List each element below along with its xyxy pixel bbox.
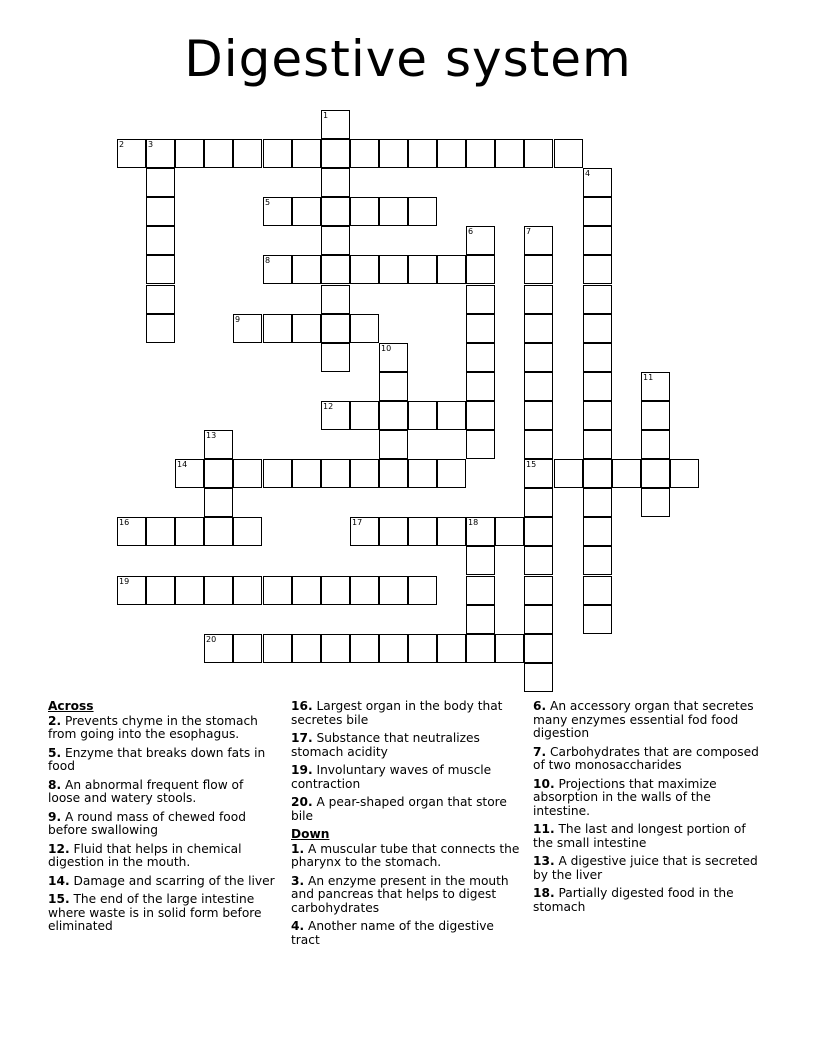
grid-cell[interactable] bbox=[524, 663, 553, 692]
grid-cell[interactable] bbox=[146, 314, 175, 343]
grid-cell[interactable] bbox=[524, 430, 553, 459]
grid-cell[interactable] bbox=[233, 634, 262, 663]
clue-across-5 bbox=[48, 747, 278, 774]
grid-cell[interactable] bbox=[408, 517, 437, 546]
grid-cell[interactable] bbox=[524, 605, 553, 634]
clue-text: Largest organ in the body that secretes bile bbox=[291, 699, 503, 727]
clues-column-2 bbox=[291, 700, 521, 952]
clue-across-15 bbox=[48, 893, 278, 934]
clue-down-3 bbox=[291, 875, 521, 916]
cell-number: 12 bbox=[323, 402, 334, 411]
grid-cell[interactable] bbox=[583, 605, 612, 634]
cell-number: 17 bbox=[352, 518, 363, 527]
grid-cell[interactable] bbox=[350, 139, 379, 168]
grid-cell[interactable] bbox=[321, 634, 350, 663]
grid-cell[interactable] bbox=[466, 576, 495, 605]
clue-down-10 bbox=[533, 778, 768, 819]
grid-cell[interactable] bbox=[524, 517, 553, 546]
cell-number: 14 bbox=[177, 460, 188, 469]
grid-cell[interactable] bbox=[466, 343, 495, 372]
grid-cell[interactable] bbox=[117, 517, 146, 546]
grid-cell[interactable] bbox=[292, 255, 321, 284]
grid-cell[interactable] bbox=[263, 634, 292, 663]
puzzle-title: Digestive system bbox=[184, 30, 632, 88]
grid-cell[interactable] bbox=[583, 343, 612, 372]
clue-number: 11. bbox=[533, 822, 555, 836]
across-heading: Across bbox=[48, 699, 94, 713]
grid-cell[interactable] bbox=[204, 488, 233, 517]
grid-cell[interactable] bbox=[641, 430, 670, 459]
grid-cell[interactable] bbox=[495, 139, 524, 168]
grid-cell[interactable] bbox=[321, 459, 350, 488]
clue-number: 10. bbox=[533, 776, 555, 791]
grid-cell[interactable] bbox=[466, 605, 495, 634]
grid-cell[interactable] bbox=[466, 285, 495, 314]
grid-cell[interactable] bbox=[350, 314, 379, 343]
cell-number: 19 bbox=[119, 577, 130, 586]
grid-cell[interactable] bbox=[321, 168, 350, 197]
clue-text: Prevents chyme in the stomach from going into the esophagus. bbox=[48, 713, 258, 741]
grid-cell[interactable] bbox=[408, 139, 437, 168]
cell-number: 15 bbox=[526, 460, 537, 469]
grid-cell[interactable] bbox=[466, 634, 495, 663]
grid-cell[interactable] bbox=[263, 314, 292, 343]
grid-cell[interactable] bbox=[233, 139, 262, 168]
grid-cell[interactable] bbox=[263, 197, 292, 226]
grid-cell[interactable] bbox=[524, 343, 553, 372]
grid-cell[interactable] bbox=[583, 517, 612, 546]
grid-cell[interactable] bbox=[175, 517, 204, 546]
grid-cell[interactable] bbox=[379, 459, 408, 488]
grid-cell[interactable] bbox=[466, 430, 495, 459]
grid-cell[interactable] bbox=[466, 546, 495, 575]
grid-cell[interactable] bbox=[583, 314, 612, 343]
clue-number: 17. bbox=[291, 731, 313, 745]
cell-number: 1 bbox=[323, 111, 329, 120]
clue-down-1 bbox=[291, 843, 521, 870]
grid-cell[interactable] bbox=[466, 401, 495, 430]
cell-number: 20 bbox=[206, 635, 217, 644]
clue-number: 16. bbox=[291, 699, 313, 713]
clue-number: 5. bbox=[48, 745, 62, 760]
grid-cell[interactable] bbox=[379, 401, 408, 430]
grid-cell[interactable] bbox=[350, 517, 379, 546]
clue-across-2 bbox=[48, 715, 278, 742]
grid-cell[interactable] bbox=[495, 517, 524, 546]
clue-text: Carbohydrates that are composed of two monosaccharides bbox=[533, 744, 759, 772]
cell-number: 5 bbox=[265, 198, 271, 207]
clue-number: 18. bbox=[533, 886, 555, 900]
cell-number: 13 bbox=[206, 431, 217, 440]
grid-cell[interactable] bbox=[350, 576, 379, 605]
grid-cell[interactable] bbox=[350, 255, 379, 284]
grid-cell[interactable] bbox=[583, 168, 612, 197]
grid-cell[interactable] bbox=[204, 459, 233, 488]
clue-number: 13. bbox=[533, 854, 555, 868]
clue-down-13 bbox=[533, 855, 768, 882]
grid-cell[interactable] bbox=[583, 576, 612, 605]
grid-cell[interactable] bbox=[350, 459, 379, 488]
clue-number: 2. bbox=[48, 713, 62, 728]
clue-text: Fluid that helps in chemical digestion in the mouth. bbox=[48, 841, 242, 869]
clue-text: An enzyme present in the mouth and pancreas that helps to digest carbohydrates bbox=[291, 873, 509, 915]
grid-cell[interactable] bbox=[379, 139, 408, 168]
clue-text: The last and longest portion of the small intestine bbox=[533, 822, 746, 850]
grid-cell[interactable] bbox=[379, 576, 408, 605]
clue-down-6 bbox=[533, 700, 768, 741]
cell-number: 18 bbox=[468, 518, 479, 527]
clue-text: An accessory organ that secretes many enzymes essential fod food digestion bbox=[533, 699, 754, 740]
grid-cell[interactable] bbox=[408, 255, 437, 284]
grid-cell[interactable] bbox=[292, 576, 321, 605]
grid-cell[interactable] bbox=[583, 372, 612, 401]
grid-cell[interactable] bbox=[146, 517, 175, 546]
grid-cell[interactable] bbox=[408, 401, 437, 430]
clue-number: 15. bbox=[48, 892, 70, 906]
grid-cell[interactable] bbox=[524, 634, 553, 663]
grid-cell[interactable] bbox=[408, 634, 437, 663]
grid-cell[interactable] bbox=[379, 197, 408, 226]
grid-cell[interactable] bbox=[321, 226, 350, 255]
clue-down-7 bbox=[533, 746, 768, 773]
grid-cell[interactable] bbox=[204, 517, 233, 546]
clue-across-14 bbox=[48, 875, 278, 889]
grid-cell[interactable] bbox=[524, 285, 553, 314]
cell-number: 7 bbox=[526, 227, 532, 236]
grid-cell[interactable] bbox=[437, 517, 466, 546]
grid-cell[interactable] bbox=[263, 459, 292, 488]
grid-cell[interactable] bbox=[437, 255, 466, 284]
grid-cell[interactable] bbox=[292, 139, 321, 168]
clue-number: 1. bbox=[291, 841, 305, 856]
clue-number: 3. bbox=[291, 873, 305, 888]
grid-cell[interactable] bbox=[641, 401, 670, 430]
clue-text: A muscular tube that connects the pharynx to the stomach. bbox=[291, 841, 520, 869]
clue-text: Enzyme that breaks down fats in food bbox=[48, 745, 266, 773]
grid-cell[interactable] bbox=[524, 576, 553, 605]
grid-cell[interactable] bbox=[146, 197, 175, 226]
grid-cell[interactable] bbox=[583, 488, 612, 517]
grid-cell[interactable] bbox=[524, 226, 553, 255]
clue-text: The end of the large intestine where waste is in solid form before eliminated bbox=[48, 892, 262, 933]
grid-cell[interactable] bbox=[321, 285, 350, 314]
grid-cell[interactable] bbox=[437, 401, 466, 430]
grid-cell[interactable] bbox=[408, 197, 437, 226]
grid-cell[interactable] bbox=[524, 488, 553, 517]
grid-cell[interactable] bbox=[321, 401, 350, 430]
clue-text: Another name of the digestive tract bbox=[291, 919, 494, 947]
cell-number: 8 bbox=[265, 256, 271, 265]
grid-cell[interactable] bbox=[233, 314, 262, 343]
grid-cell[interactable] bbox=[321, 197, 350, 226]
grid-cell[interactable] bbox=[146, 168, 175, 197]
grid-cell[interactable] bbox=[321, 255, 350, 284]
grid-cell[interactable] bbox=[670, 459, 699, 488]
cell-number: 16 bbox=[119, 518, 130, 527]
clue-text: Substance that neutralizes stomach acidity bbox=[291, 731, 480, 759]
grid-cell[interactable] bbox=[292, 197, 321, 226]
grid-cell[interactable] bbox=[379, 517, 408, 546]
clue-across-20 bbox=[291, 796, 521, 823]
grid-cell[interactable] bbox=[583, 255, 612, 284]
clues-column-1 bbox=[48, 700, 278, 939]
grid-cell[interactable] bbox=[321, 110, 350, 139]
grid-cell[interactable] bbox=[524, 372, 553, 401]
grid-cell[interactable] bbox=[204, 576, 233, 605]
clue-across-17 bbox=[291, 732, 521, 759]
grid-cell[interactable] bbox=[641, 459, 670, 488]
grid-cell[interactable] bbox=[583, 226, 612, 255]
grid-cell[interactable] bbox=[379, 430, 408, 459]
grid-cell[interactable] bbox=[641, 488, 670, 517]
grid-cell[interactable] bbox=[379, 343, 408, 372]
grid-cell[interactable] bbox=[524, 401, 553, 430]
clue-down-18 bbox=[533, 887, 768, 914]
grid-cell[interactable] bbox=[350, 401, 379, 430]
clue-text: Damage and scarring of the liver bbox=[73, 873, 275, 888]
grid-cell[interactable] bbox=[583, 546, 612, 575]
grid-cell[interactable] bbox=[204, 139, 233, 168]
clue-across-16 bbox=[291, 700, 521, 727]
grid-cell[interactable] bbox=[437, 634, 466, 663]
grid-cell[interactable] bbox=[146, 285, 175, 314]
clue-number: 12. bbox=[48, 841, 70, 856]
cell-number: 3 bbox=[148, 140, 154, 149]
clue-across-9 bbox=[48, 811, 278, 838]
grid-cell[interactable] bbox=[554, 139, 583, 168]
clue-text: An abnormal frequent flow of loose and watery stools. bbox=[48, 777, 244, 805]
cell-number: 2 bbox=[119, 140, 125, 149]
grid-cell[interactable] bbox=[204, 634, 233, 663]
cell-number: 11 bbox=[643, 373, 654, 382]
grid-cell[interactable] bbox=[379, 372, 408, 401]
grid-cell[interactable] bbox=[408, 459, 437, 488]
grid-cell[interactable] bbox=[292, 634, 321, 663]
clue-number: 9. bbox=[48, 809, 62, 824]
grid-cell[interactable] bbox=[466, 139, 495, 168]
clue-number: 19. bbox=[291, 763, 313, 777]
grid-cell[interactable] bbox=[146, 255, 175, 284]
clue-text: A pear-shaped organ that store bile bbox=[291, 795, 507, 823]
grid-cell[interactable] bbox=[321, 343, 350, 372]
clues-column-3 bbox=[533, 700, 768, 919]
clue-text: Partially digested food in the stomach bbox=[533, 886, 734, 914]
grid-cell[interactable] bbox=[146, 226, 175, 255]
grid-cell[interactable] bbox=[466, 226, 495, 255]
grid-cell[interactable] bbox=[583, 197, 612, 226]
grid-cell[interactable] bbox=[350, 634, 379, 663]
clue-text: Involuntary waves of muscle contraction bbox=[291, 763, 492, 791]
clue-number: 7. bbox=[533, 744, 547, 759]
clue-number: 4. bbox=[291, 919, 305, 933]
clue-down-11 bbox=[533, 823, 768, 850]
clue-number: 14. bbox=[48, 873, 70, 888]
grid-cell[interactable] bbox=[292, 314, 321, 343]
clue-text: Projections that maximize absorption in the walls of the intestine. bbox=[533, 776, 717, 818]
grid-cell[interactable] bbox=[437, 459, 466, 488]
grid-cell[interactable] bbox=[612, 459, 641, 488]
grid-cell[interactable] bbox=[321, 314, 350, 343]
grid-cell[interactable] bbox=[233, 576, 262, 605]
grid-cell[interactable] bbox=[554, 459, 583, 488]
grid-cell[interactable] bbox=[175, 459, 204, 488]
grid-cell[interactable] bbox=[524, 139, 553, 168]
grid-cell[interactable] bbox=[263, 139, 292, 168]
grid-cell[interactable] bbox=[233, 459, 262, 488]
grid-cell[interactable] bbox=[466, 255, 495, 284]
grid-cell[interactable] bbox=[583, 285, 612, 314]
grid-cell[interactable] bbox=[495, 634, 524, 663]
grid-cell[interactable] bbox=[146, 576, 175, 605]
grid-cell[interactable] bbox=[175, 576, 204, 605]
grid-cell[interactable] bbox=[321, 576, 350, 605]
grid-cell[interactable] bbox=[321, 139, 350, 168]
down-heading: Down bbox=[291, 827, 330, 841]
grid-cell[interactable] bbox=[641, 372, 670, 401]
grid-cell[interactable] bbox=[583, 401, 612, 430]
grid-cell[interactable] bbox=[524, 546, 553, 575]
grid-cell[interactable] bbox=[524, 255, 553, 284]
clue-down-4 bbox=[291, 920, 521, 947]
grid-cell[interactable] bbox=[146, 139, 175, 168]
grid-cell[interactable] bbox=[292, 459, 321, 488]
grid-cell[interactable] bbox=[233, 517, 262, 546]
grid-cell[interactable] bbox=[524, 314, 553, 343]
clue-across-8 bbox=[48, 779, 278, 806]
clue-text: A round mass of chewed food before swallowing bbox=[48, 809, 246, 837]
grid-cell[interactable] bbox=[583, 430, 612, 459]
grid-cell[interactable] bbox=[379, 634, 408, 663]
grid-cell[interactable] bbox=[117, 576, 146, 605]
grid-cell[interactable] bbox=[350, 197, 379, 226]
grid-cell[interactable] bbox=[524, 459, 553, 488]
grid-cell[interactable] bbox=[204, 430, 233, 459]
cell-number: 6 bbox=[468, 227, 474, 236]
clue-number: 8. bbox=[48, 777, 62, 792]
clue-number: 20. bbox=[291, 795, 313, 809]
clue-across-12 bbox=[48, 843, 278, 870]
clue-across-19 bbox=[291, 764, 521, 791]
grid-cell[interactable] bbox=[379, 255, 408, 284]
grid-cell[interactable] bbox=[466, 372, 495, 401]
clue-number: 6. bbox=[533, 699, 547, 713]
grid-cell[interactable] bbox=[175, 139, 204, 168]
grid-cell[interactable] bbox=[437, 139, 466, 168]
grid-cell[interactable] bbox=[408, 576, 437, 605]
cell-number: 9 bbox=[235, 315, 241, 324]
clue-text: A digestive juice that is secreted by the liver bbox=[533, 854, 758, 882]
grid-cell[interactable] bbox=[117, 139, 146, 168]
grid-cell[interactable] bbox=[466, 314, 495, 343]
grid-cell[interactable] bbox=[263, 255, 292, 284]
grid-cell[interactable] bbox=[466, 517, 495, 546]
grid-cell[interactable] bbox=[263, 576, 292, 605]
cell-number: 10 bbox=[381, 344, 392, 353]
grid-cell[interactable] bbox=[583, 459, 612, 488]
cell-number: 4 bbox=[585, 169, 591, 178]
